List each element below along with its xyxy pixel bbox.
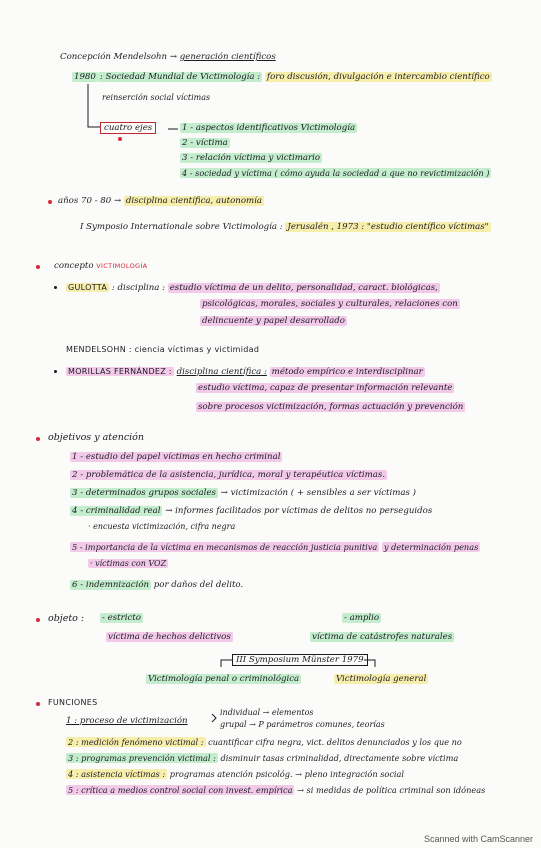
function-5: 5 : crítica a medios control social con invest. empírica (68, 785, 293, 795)
arrow-icon: → (113, 196, 122, 206)
objective-4-note: · encuesta victimización, cifra negra (88, 522, 236, 531)
years-70-80: años 70 - 80 (58, 196, 112, 206)
four-axes-box: cuatro ejes (100, 122, 156, 134)
bullet-dot-icon (36, 702, 40, 706)
function-5-def: → si medidas de política criminal son idóneas (297, 785, 486, 795)
mendelsohn-def: MENDELSOHN : ciencia víctimas y victimidad (66, 345, 260, 354)
gulotta-def-3: delincuente y papel desarrollado (202, 316, 345, 326)
broad-label: - amplio (344, 613, 380, 623)
objective-5-note: · víctimas con VOZ (90, 559, 167, 568)
function-1-individual: individual → elementos (220, 708, 314, 717)
function-1: 1 : proceso de victimización (66, 716, 188, 726)
scientific-discipline: disciplina científica, autonomía (125, 196, 263, 206)
function-3: 3 : programas prevención victimal : (68, 753, 216, 763)
function-2: 2 : medición fenómeno victimal : (68, 737, 204, 747)
society-purpose: foro discusión, divulgación e intercambio científico (266, 72, 490, 82)
scanner-watermark: Scanned with CamScanner (423, 834, 533, 844)
society-name: : Sociedad Mundial de Victimología : (99, 72, 261, 82)
strict-label: - estricto (102, 613, 141, 623)
strict-def: víctima de hechos delictivos (108, 632, 231, 642)
gulotta-label: GULOTTA (68, 283, 108, 292)
origin-label: Concepción Mendelsohn (60, 52, 168, 62)
bullet-dot-icon (36, 437, 40, 441)
bullet-dot-icon (54, 286, 57, 289)
jerusalem-1973: Jerusalén , 1973 : "estudio científico víctimas" (287, 222, 489, 232)
bullet-dot-icon (118, 137, 122, 141)
morillas-discipline: disciplina científica : (176, 367, 267, 377)
bullet-dot-icon (36, 265, 40, 269)
general-victimology: Victimología general (336, 674, 427, 684)
arrow-icon: → (169, 52, 178, 62)
gulotta-discipline: : disciplina : (111, 283, 165, 293)
objective-6: 6 - indemnización por daños del delito. (72, 580, 244, 590)
function-4-def: programas atención psicológ. → pleno integración social (169, 769, 405, 779)
function-1-group: grupal → P parámetros comunes, teorías (220, 720, 385, 729)
broad-def: víctima de catástrofes naturales (312, 632, 453, 642)
morillas-label: MORILLAS FERNÁNDEZ : (68, 367, 172, 376)
object-title: objeto : (48, 613, 85, 624)
function-3-def: disminuir tasas criminalidad, directamente sobre víctima (220, 753, 459, 763)
origin-result: generación científicos (179, 52, 276, 62)
arrow-icon: → (220, 488, 228, 498)
symposium-1: I Symposio Internationale sobre Victimología : (80, 222, 283, 232)
axis-2: 2 - víctima (182, 138, 228, 148)
bullet-dot-icon (36, 618, 40, 622)
victimologia-title: VICTIMOLOGÍA (96, 262, 148, 270)
concept-label: concepto (54, 261, 94, 271)
axis-3: 3 - relación víctima y victimario (182, 153, 321, 163)
morillas-def-3: sobre procesos victimización, formas actuación y prevención (198, 402, 464, 412)
axis-4: 4 - sociedad y víctima ( cómo ayuda la sociedad a que no revictimización ) (182, 168, 490, 178)
objective-3: 3 - determinados grupos sociales → victimización ( + sensibles a ser víctimas ) (72, 488, 417, 498)
functions-title: FUNCIONES (48, 698, 98, 707)
objective-5: 5 - importancia de la víctima en mecanismos de reacción justicia punitiva y determinación penas (72, 542, 479, 552)
morillas-def-2: estudio víctima, capaz de presentar información relevante (198, 383, 453, 393)
bullet-dot-icon (48, 200, 52, 204)
objective-2: 2 - problemática de la asistencia, jurídica, moral y terapéutica víctimas. (72, 470, 386, 480)
gulotta-def-2: psicológicas, morales, sociales y culturales, relaciones con (202, 299, 458, 309)
axis-1: 1 - aspectos identificativos Victimología (182, 123, 356, 133)
objective-1: 1 - estudio del papel víctimas en hecho criminal (72, 452, 281, 462)
arrow-icon: → (165, 506, 173, 516)
year-1980: 1980 (74, 72, 96, 82)
function-4: 4 : asistencia víctimas : (68, 769, 166, 779)
reinsertion-text: reinserción social víctimas (102, 93, 211, 102)
function-2-def: cuantificar cifra negra, vict. delitos denunciados y los que no (208, 737, 462, 747)
munster-symposium: III Symposium Münster 1979 (232, 654, 368, 666)
penal-victimology: Victimología penal o criminológica (148, 674, 300, 684)
gulotta-def-1: estudio víctima de un delito, personalidad, caract. biológicas, (169, 283, 438, 293)
objective-4: 4 - criminalidad real → informes facilitados por víctimas de delitos no perseguidos (72, 506, 433, 516)
bullet-dot-icon (54, 370, 57, 373)
morillas-def-1: método empírico e interdisciplinar (271, 367, 423, 377)
objectives-title: objetivos y atención (48, 432, 145, 443)
